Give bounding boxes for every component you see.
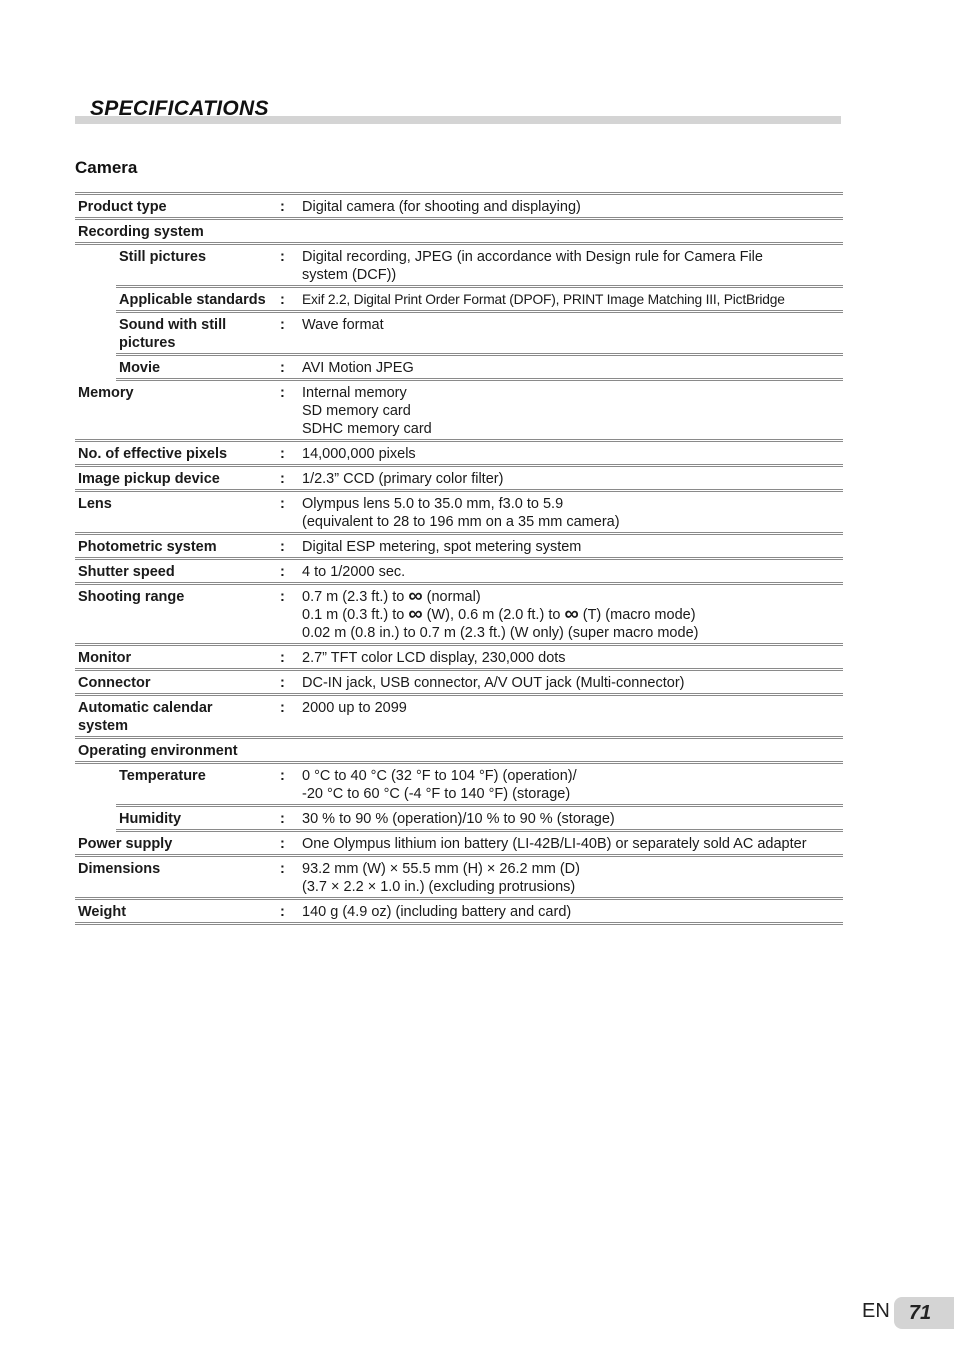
spec-row-shutter-speed	[75, 560, 843, 585]
infinity-icon: ∞	[408, 603, 423, 625]
spec-label: Applicable standards	[119, 292, 266, 308]
spec-value: One Olympus lithium ion battery (LI-42B/LI-40B) or separately sold AC adapter	[302, 836, 807, 852]
page-number: 71	[908, 1301, 932, 1324]
colon: :	[280, 199, 285, 215]
spec-label: Product type	[78, 199, 167, 215]
spec-label: Operating environment	[78, 743, 238, 759]
colon: :	[280, 249, 285, 265]
spec-value: 14,000,000 pixels	[302, 446, 416, 462]
spec-row-dimensions	[75, 857, 843, 900]
spec-row-memory	[75, 381, 843, 442]
spec-row-temperature	[116, 764, 843, 807]
spec-value: 4 to 1/2000 sec.	[302, 564, 406, 580]
colon: :	[280, 589, 285, 605]
colon: :	[280, 539, 285, 555]
spec-row-sound-with-still	[116, 313, 843, 356]
spec-row-still-pictures	[116, 245, 843, 288]
colon: :	[280, 675, 285, 691]
language-label: EN	[862, 1300, 890, 1322]
text-segment: (T) (macro mode)	[578, 607, 696, 623]
spec-value: 0 °C to 40 °C (32 °F to 104 °F) (operation)/ -20 °C to 60 °C (-4 °F to 140 °F) (storage)	[302, 768, 577, 802]
spec-row-product-type	[75, 195, 843, 220]
spec-label: Connector	[78, 675, 151, 691]
spec-row-movie	[116, 356, 843, 381]
colon: :	[280, 768, 285, 784]
colon: :	[280, 496, 285, 512]
text-segment: (W), 0.6 m (2.0 ft.) to	[422, 607, 565, 623]
section-heading: Camera	[75, 158, 138, 177]
spec-row-applicable-standards	[116, 288, 843, 313]
spec-row-calendar	[75, 696, 843, 739]
text-segment: 0.7 m (2.3 ft.) to	[302, 589, 409, 605]
spec-label: Recording system	[78, 224, 204, 240]
spec-value: Internal memory SD memory card SDHC memory card	[302, 385, 432, 437]
infinity-icon: ∞	[408, 585, 423, 607]
spec-row-shooting-range	[75, 585, 843, 646]
spec-label: Temperature	[119, 768, 206, 784]
spec-value: 1/2.3” CCD (primary color filter)	[302, 471, 504, 487]
spec-value: DC-IN jack, USB connector, A/V OUT jack (Multi-connector)	[302, 675, 685, 691]
colon: :	[280, 317, 285, 333]
spec-row-operating-environment	[75, 739, 843, 764]
spec-label: No. of effective pixels	[78, 446, 228, 462]
spec-value: Digital ESP metering, spot metering system	[302, 539, 582, 555]
colon: :	[280, 292, 285, 308]
spec-value: AVI Motion JPEG	[302, 360, 414, 376]
spec-row-humidity	[116, 807, 843, 832]
colon: :	[280, 836, 285, 852]
spec-label: Shooting range	[78, 589, 185, 605]
spec-label: Shutter speed	[78, 564, 175, 580]
spec-row-photometric	[75, 535, 843, 560]
spec-value	[302, 291, 843, 309]
spec-label: Dimensions	[78, 861, 161, 877]
page-number-badge	[894, 1297, 954, 1329]
spec-value: Wave format	[302, 317, 384, 333]
colon: :	[280, 700, 285, 716]
colon: :	[280, 650, 285, 666]
spec-row-monitor	[75, 646, 843, 671]
colon: :	[280, 446, 285, 462]
spec-label: Weight	[78, 904, 127, 920]
spec-value: 2.7” TFT color LCD display, 230,000 dots	[302, 650, 566, 666]
text-segment: 0.1 m (0.3 ft.) to	[302, 607, 409, 623]
spec-value: 93.2 mm (W) × 55.5 mm (H) × 26.2 mm (D) (3.7 × 2.2 × 1.0 in.) (excluding protrusions)	[302, 861, 580, 895]
spec-value: 2000 up to 2099	[302, 700, 407, 716]
spec-row-power-supply	[75, 832, 843, 857]
spec-row-lens	[75, 492, 843, 535]
colon: :	[280, 564, 285, 580]
spec-row-image-pickup	[75, 467, 843, 492]
text-segment: (normal)	[422, 589, 481, 605]
spec-label: Still pictures	[119, 249, 207, 265]
spec-value: 30 % to 90 % (operation)/10 % to 90 % (storage)	[302, 811, 615, 827]
spec-label: Monitor	[78, 650, 132, 666]
colon: :	[280, 861, 285, 877]
colon: :	[280, 811, 285, 827]
spec-label: Memory	[78, 385, 134, 401]
spec-row-recording-system	[75, 220, 843, 245]
spec-value	[302, 585, 843, 642]
spec-label: Automatic calendar system	[78, 700, 213, 734]
infinity-icon: ∞	[564, 603, 579, 625]
page-title: SPECIFICATIONS	[90, 97, 269, 120]
spec-label: Photometric system	[78, 539, 217, 555]
spec-label: Movie	[119, 360, 161, 376]
colon: :	[280, 471, 285, 487]
shooting-range-line: 0.02 m (0.8 in.) to 0.7 m (2.3 ft.) (W only) (super macro mode)	[302, 625, 699, 641]
spec-label: Image pickup device	[78, 471, 220, 487]
colon: :	[280, 385, 285, 401]
spec-value: Olympus lens 5.0 to 35.0 mm, f3.0 to 5.9 (equivalent to 28 to 196 mm on a 35 mm camera)	[302, 496, 620, 530]
spec-row-effective-pixels	[75, 442, 843, 467]
spec-label: Lens	[78, 496, 112, 512]
spec-value: Digital camera (for shooting and displaying)	[302, 199, 581, 215]
spec-row-weight	[75, 900, 843, 925]
spec-label: Sound with still pictures	[119, 317, 227, 351]
spec-value: Digital recording, JPEG (in accordance with Design rule for Camera File system (DCF))	[302, 249, 763, 283]
spec-row-connector	[75, 671, 843, 696]
colon: :	[280, 904, 285, 920]
spec-label: Humidity	[119, 811, 182, 827]
shooting-range-line	[302, 603, 843, 625]
colon: :	[280, 360, 285, 376]
spec-label: Power supply	[78, 836, 173, 852]
spec-value: 140 g (4.9 oz) (including battery and card)	[302, 904, 572, 920]
spec-value-text: Exif 2.2, Digital Print Order Format (DPOF), PRINT Image Matching III, PictBridge	[302, 292, 785, 307]
spec-table	[75, 192, 843, 925]
